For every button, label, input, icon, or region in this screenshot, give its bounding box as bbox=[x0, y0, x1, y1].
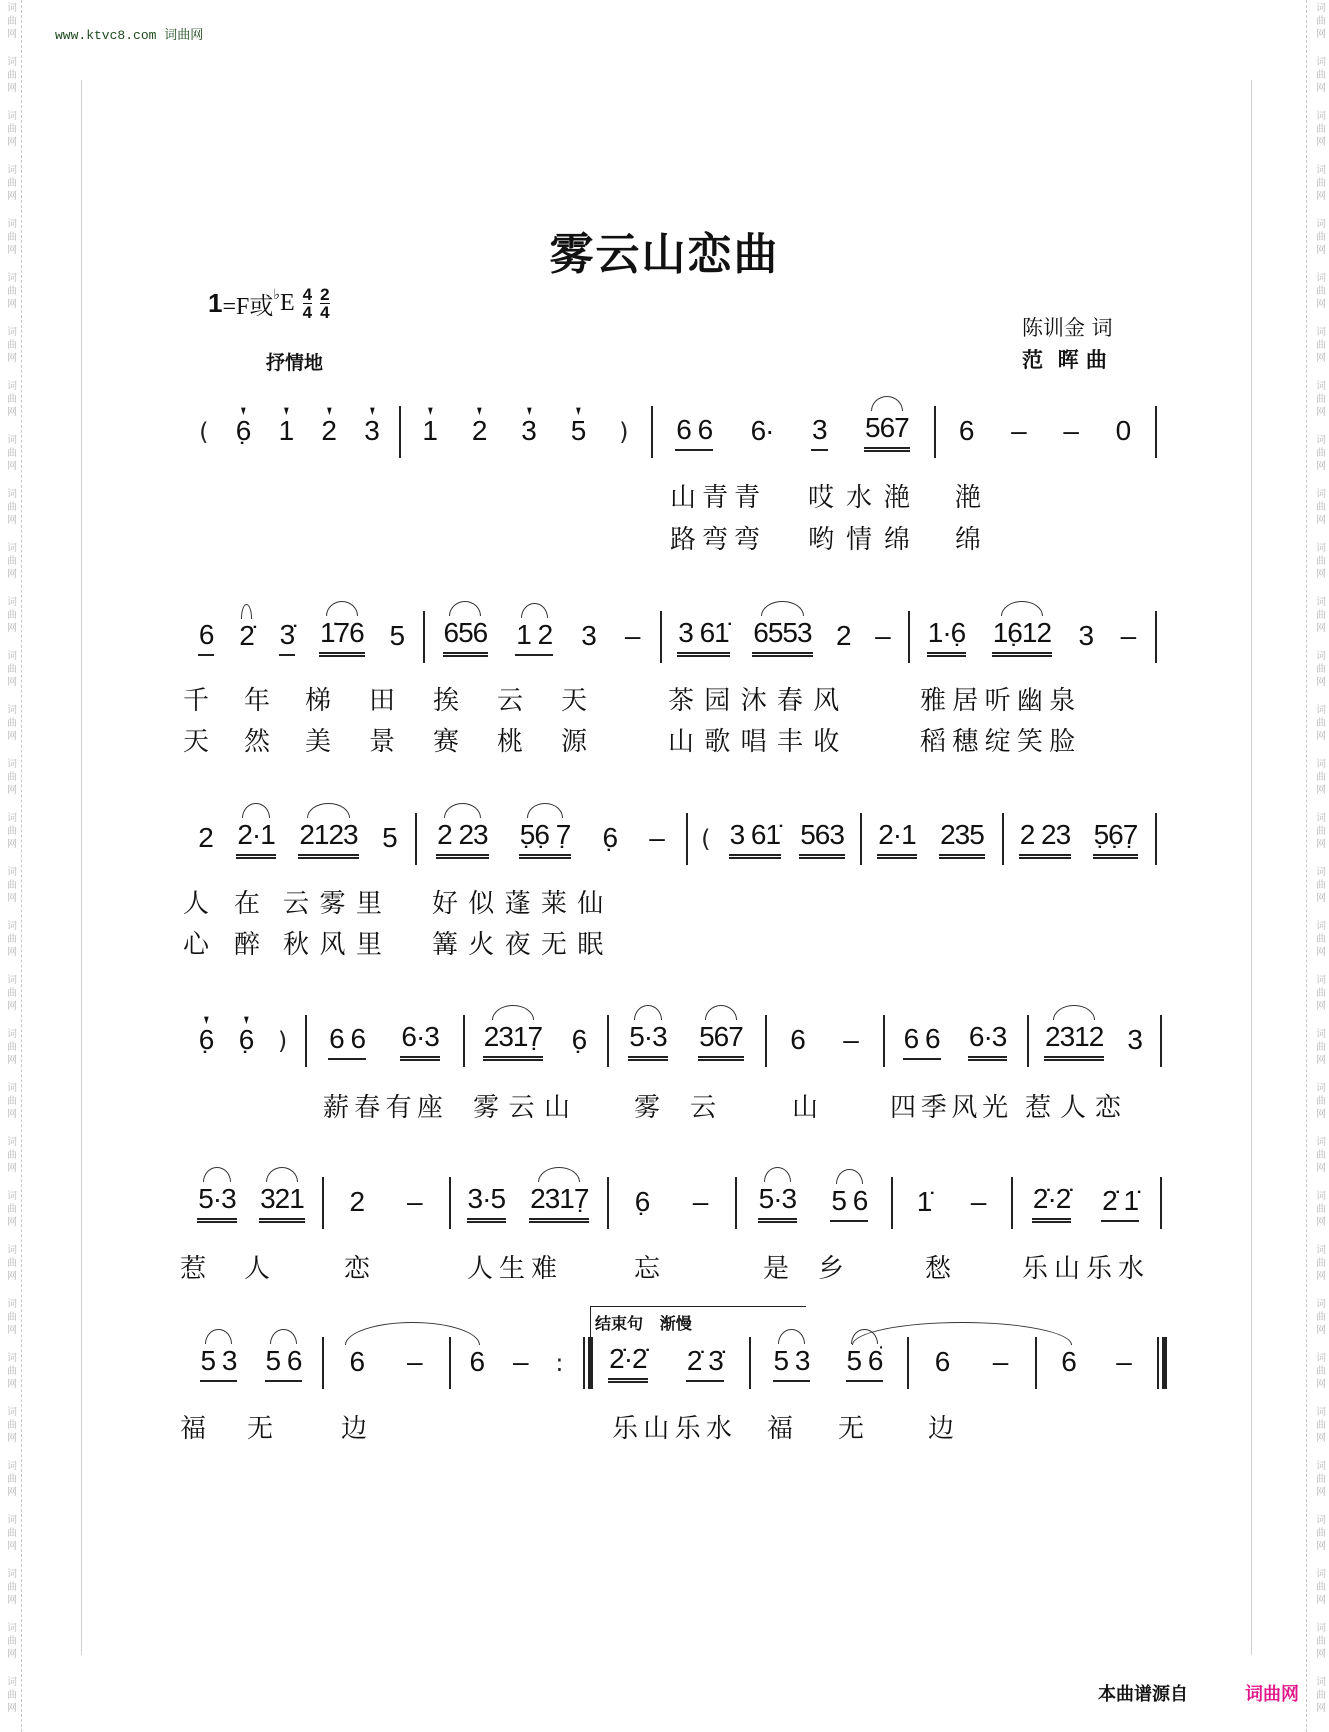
watermark-text: 词曲网 bbox=[4, 1676, 16, 1715]
note-group: ▼ 6̣ bbox=[198, 1024, 215, 1059]
watermark-text: 词曲网 bbox=[1313, 812, 1325, 851]
lyricist-credit: 陈训金 词 bbox=[1022, 316, 1113, 340]
note-group: – bbox=[992, 1345, 1008, 1377]
note-group: 2312 bbox=[1044, 1021, 1104, 1061]
note-group: 6·3 bbox=[400, 1021, 439, 1061]
note-group: 5̣6̣ 7̣ bbox=[519, 819, 572, 859]
lyric-segment: 无 bbox=[247, 1414, 274, 1444]
watermark-text: 词曲网 bbox=[1313, 1406, 1325, 1445]
lyric-segment: 千年 bbox=[183, 686, 306, 716]
note-group: 3 bbox=[1127, 1023, 1142, 1055]
note-group: 2317̣ bbox=[529, 1183, 589, 1223]
measure bbox=[1011, 1173, 1160, 1233]
final-barline bbox=[1162, 1337, 1167, 1389]
note-group: 6 6 bbox=[903, 1023, 941, 1060]
lyric-segment: 福 bbox=[180, 1414, 207, 1444]
note-group: ▼ 2 bbox=[320, 415, 337, 450]
tempo-marking: 抒情地 bbox=[266, 352, 324, 374]
measure bbox=[322, 1173, 449, 1233]
note-group: – bbox=[406, 1345, 422, 1377]
note-group: 5̣6̣7̣ bbox=[1093, 819, 1139, 859]
note-group: 3 bbox=[581, 619, 596, 651]
watermark-text: 词曲网 bbox=[1313, 218, 1325, 257]
watermark-text: 词曲网 bbox=[4, 1244, 16, 1283]
tie-arc bbox=[852, 1322, 1072, 1345]
watermark-text: 词曲网 bbox=[1313, 1514, 1325, 1553]
watermark-text: 词曲网 bbox=[1313, 110, 1325, 149]
note-group: – bbox=[692, 1185, 708, 1217]
watermark-text: 词曲网 bbox=[1313, 434, 1325, 473]
watermark-text: 词曲网 bbox=[1313, 974, 1325, 1013]
watermark-text: 词曲网 bbox=[4, 920, 16, 959]
note-group: 3 61̇ bbox=[729, 819, 782, 859]
note-group: 3 61̇ bbox=[677, 617, 730, 657]
key-alt: E bbox=[279, 290, 295, 316]
note-group: · 5 6 bbox=[846, 1345, 884, 1382]
measure bbox=[180, 607, 423, 667]
note-group: 6̣ bbox=[571, 1023, 587, 1055]
tie-arc bbox=[345, 1322, 480, 1345]
watermark-text: 词曲网 bbox=[4, 56, 16, 95]
note-group: 1̇ bbox=[916, 1185, 932, 1217]
note-group: 5 3 bbox=[773, 1345, 811, 1382]
watermark-text: 词曲网 bbox=[1313, 920, 1325, 959]
lyric-segment: 山 bbox=[792, 1093, 819, 1123]
note-group: 2̇·2̇ bbox=[1032, 1183, 1071, 1223]
watermark-text: 词曲网 bbox=[1313, 1676, 1325, 1715]
lyric-segment: 好似蓬莱仙 bbox=[432, 889, 614, 919]
note-group: – bbox=[512, 1345, 528, 1377]
note-group: – bbox=[1120, 619, 1136, 651]
note-group: 6 bbox=[1061, 1345, 1076, 1377]
watermark-text: 词曲网 bbox=[4, 1352, 16, 1391]
watermark-text: 词曲网 bbox=[4, 974, 16, 1013]
note-group: 3·5 bbox=[467, 1183, 506, 1223]
lyric-segment: 人在 bbox=[183, 889, 286, 919]
lyric-segment: 稻穗绽笑脸 bbox=[920, 727, 1082, 757]
lyric-segment: 四季风光 bbox=[890, 1093, 1013, 1123]
watermark-text: 词曲网 bbox=[1313, 650, 1325, 689]
watermark-text: 词曲网 bbox=[1313, 488, 1325, 527]
measure bbox=[305, 1011, 463, 1071]
lyric-segment: 云 bbox=[690, 1093, 717, 1123]
watermark-text: 词曲网 bbox=[4, 758, 16, 797]
measure bbox=[651, 402, 934, 462]
lyric-segment: 雾云山 bbox=[473, 1093, 580, 1123]
note-group: 5·3 bbox=[628, 1021, 667, 1061]
note-group: 563 bbox=[799, 819, 845, 859]
time-signature-2-4 bbox=[320, 286, 329, 321]
composer-credit: 范 晖 曲 bbox=[1022, 348, 1107, 372]
measure bbox=[180, 1333, 322, 1393]
note-group: ▼ 6̣ bbox=[235, 415, 252, 450]
note-group: – bbox=[649, 821, 664, 853]
footer-source-label: 本曲谱源自 bbox=[1098, 1684, 1188, 1705]
watermark-text: 词曲网 bbox=[1313, 326, 1325, 365]
barline bbox=[1155, 611, 1157, 663]
lyric-segment: 是 bbox=[763, 1254, 790, 1284]
close-paren: ) bbox=[619, 418, 629, 446]
note-group: – bbox=[970, 1185, 986, 1217]
lyric-segment: 乡 bbox=[818, 1254, 845, 1284]
lyric-segment: 雅居听幽泉 bbox=[920, 686, 1082, 716]
note-group: 3̇ bbox=[279, 619, 296, 656]
note-group: 6̣ bbox=[634, 1185, 650, 1217]
time-numerator: 2 bbox=[320, 285, 330, 304]
lyric-segment: 乐山乐水 bbox=[612, 1414, 738, 1444]
watermark-text: 词曲网 bbox=[4, 326, 16, 365]
measure bbox=[883, 1011, 1027, 1071]
barline bbox=[1155, 406, 1157, 458]
barline bbox=[1160, 1015, 1162, 1067]
flat-sign: ♭ bbox=[273, 288, 280, 303]
watermark-text: 词曲网 bbox=[4, 2, 16, 41]
watermark-text: 词曲网 bbox=[1313, 1568, 1325, 1607]
lyric-segment: 薪春有座 bbox=[323, 1093, 449, 1123]
note-group: 2̇ bbox=[238, 620, 255, 655]
watermark-text: 词曲网 bbox=[4, 542, 16, 581]
open-paren: ( bbox=[199, 418, 209, 446]
measure bbox=[180, 1173, 322, 1233]
barline bbox=[1155, 813, 1157, 865]
note-group: 5·3 bbox=[197, 1183, 236, 1223]
measure bbox=[180, 1011, 305, 1071]
note-group: 5 bbox=[389, 619, 405, 651]
note-group: – bbox=[875, 619, 890, 651]
watermark-text: 词曲网 bbox=[1313, 1244, 1325, 1283]
measure bbox=[860, 809, 1002, 869]
note-group: 2317̣ bbox=[483, 1021, 543, 1061]
measure bbox=[1027, 1011, 1160, 1071]
watermark-text: 词曲网 bbox=[1313, 704, 1325, 743]
watermark-text: 词曲网 bbox=[1313, 1028, 1325, 1067]
note-group: 2·1 bbox=[236, 819, 275, 859]
note-group: – bbox=[843, 1023, 858, 1055]
note-group: 0 bbox=[1115, 414, 1131, 446]
note-group: ▼ 6̣ bbox=[238, 1024, 255, 1059]
note-group: 6 bbox=[934, 1345, 950, 1377]
measure bbox=[686, 809, 860, 869]
watermark-text: 词曲网 bbox=[4, 380, 16, 419]
note-group: 5 6 bbox=[830, 1185, 868, 1222]
watermark-text: 词曲网 bbox=[4, 218, 16, 257]
note-group: 2̇ 3̇ bbox=[686, 1345, 724, 1382]
measure bbox=[180, 809, 415, 869]
measure bbox=[735, 1173, 891, 1233]
note-group: 6·3 bbox=[968, 1021, 1007, 1061]
note-group: 6 6 bbox=[328, 1023, 366, 1060]
watermark-text: 词曲网 bbox=[4, 272, 16, 311]
note-group: ▼ 3 bbox=[363, 415, 380, 450]
note-group: 5 bbox=[382, 821, 397, 853]
lyric-segment: 梯田挨云天 bbox=[305, 686, 626, 716]
note-group: 567 bbox=[864, 412, 910, 452]
lyric-segment: 忘 bbox=[634, 1254, 661, 1284]
measure bbox=[1002, 809, 1155, 869]
note-group: 5·3 bbox=[758, 1183, 797, 1223]
watermark-text: 词曲网 bbox=[4, 650, 16, 689]
key-tonic: 1 bbox=[208, 288, 223, 318]
note-group: – bbox=[1011, 414, 1026, 446]
lyric-segment: 秋风里 bbox=[283, 930, 393, 960]
note-group: 6 bbox=[349, 1345, 365, 1377]
lyric-segment: 恋 bbox=[344, 1254, 371, 1284]
measure bbox=[765, 1011, 883, 1071]
watermark-text: 词曲网 bbox=[1313, 164, 1325, 203]
note-group: 656 bbox=[443, 617, 489, 657]
lyric-segment: 乐山乐水 bbox=[1022, 1254, 1151, 1284]
watermark-text: 词曲网 bbox=[4, 1622, 16, 1661]
watermark-text: 词曲网 bbox=[1313, 2, 1325, 41]
lyric-segment: 边 bbox=[928, 1414, 955, 1444]
lyric-segment: 惹 bbox=[180, 1254, 207, 1284]
lyric-segment: 惹人恋 bbox=[1025, 1093, 1131, 1123]
lyric-segment: 心醉 bbox=[183, 930, 286, 960]
note-group: 2 bbox=[836, 619, 851, 651]
key-signature bbox=[208, 286, 330, 321]
watermark-text: 词曲网 bbox=[4, 866, 16, 905]
watermark-text: 词曲网 bbox=[1313, 1082, 1325, 1121]
lyric-segment: 人 bbox=[244, 1254, 271, 1284]
note-group: 6̣ bbox=[602, 821, 618, 853]
note-group: – bbox=[1063, 414, 1078, 446]
measure bbox=[415, 809, 686, 869]
measure bbox=[180, 402, 399, 462]
watermark-text: 词曲网 bbox=[1313, 542, 1325, 581]
note-group: 6 bbox=[469, 1345, 485, 1377]
watermark-text: 词曲网 bbox=[4, 164, 16, 203]
watermark-text: 词曲网 bbox=[1313, 56, 1325, 95]
watermark-text: 词曲网 bbox=[1313, 1190, 1325, 1229]
note-group: 6553 bbox=[752, 617, 812, 657]
watermark-text: 词曲网 bbox=[4, 1298, 16, 1337]
lyric-segment: 茶园沐春风 bbox=[668, 686, 850, 716]
watermark-text: 词曲网 bbox=[1313, 596, 1325, 635]
lyric-segment: 山歌唱丰收 bbox=[668, 727, 850, 757]
note-group: 2 23 bbox=[436, 819, 489, 859]
watermark-text: 词曲网 bbox=[4, 596, 16, 635]
close-paren: ) bbox=[277, 1027, 288, 1055]
note-group: 2 bbox=[349, 1185, 365, 1217]
watermark-text: 词曲网 bbox=[4, 1406, 16, 1445]
time-denominator: 4 bbox=[302, 303, 313, 322]
note-group: – bbox=[624, 619, 640, 651]
note-group: 6 bbox=[790, 1023, 805, 1055]
note-group: 3 bbox=[811, 414, 828, 451]
watermark-text: 词曲网 bbox=[1313, 1136, 1325, 1175]
note-group: 6 bbox=[198, 619, 215, 656]
lyric-segment: 山青青 bbox=[670, 483, 767, 513]
note-group: ▼ 5 bbox=[570, 415, 587, 450]
lyric-segment: 路弯弯 bbox=[670, 525, 767, 555]
time-numerator: 4 bbox=[302, 285, 313, 304]
measure bbox=[399, 402, 651, 462]
lyric-segment: 篝火夜无眠 bbox=[432, 930, 614, 960]
lyric-segment: 美景赛桃源 bbox=[305, 727, 626, 757]
measure bbox=[607, 1011, 765, 1071]
close-paren: : bbox=[555, 1349, 564, 1377]
watermark-text: 词曲网 bbox=[4, 1082, 16, 1121]
open-paren: ( bbox=[701, 825, 711, 853]
key-text: =F或 bbox=[222, 294, 274, 320]
watermark-text: 词曲网 bbox=[1313, 758, 1325, 797]
watermark-text: 词曲网 bbox=[1313, 1298, 1325, 1337]
watermark-text: 词曲网 bbox=[4, 812, 16, 851]
lyric-segment: 天然 bbox=[183, 727, 306, 757]
watermark-text: 词曲网 bbox=[4, 704, 16, 743]
measure bbox=[583, 1333, 749, 1393]
watermark-text: 词曲网 bbox=[4, 1568, 16, 1607]
watermark-text: 词曲网 bbox=[1313, 380, 1325, 419]
note-group: 2 23 bbox=[1019, 819, 1072, 859]
note-group: 2123 bbox=[298, 819, 358, 859]
measure bbox=[891, 1173, 1011, 1233]
measure bbox=[908, 607, 1155, 667]
song-title: 雾云山恋曲 bbox=[549, 229, 780, 280]
note-group: 5 3 bbox=[200, 1345, 238, 1382]
note-group: 6 bbox=[958, 414, 974, 446]
watermark-text: 词曲网 bbox=[4, 110, 16, 149]
note-group: 1 2 bbox=[515, 619, 553, 656]
footer-brand-link[interactable]: 词曲网 bbox=[1245, 1684, 1299, 1705]
note-group: 16̣12 bbox=[992, 617, 1052, 657]
watermark-text: 词曲网 bbox=[4, 434, 16, 473]
ending-label: 结束句 渐慢 bbox=[595, 1314, 692, 1333]
watermark-text: 词曲网 bbox=[4, 1028, 16, 1067]
note-group: 6 6 bbox=[675, 414, 713, 451]
note-group: 6· bbox=[750, 414, 774, 446]
watermark-text: 词曲网 bbox=[1313, 272, 1325, 311]
note-group: ▼ 2 bbox=[471, 415, 488, 450]
watermark-text: 词曲网 bbox=[4, 1514, 16, 1553]
lyric-segment: 绵 bbox=[955, 525, 982, 555]
watermark-text: 词曲网 bbox=[1313, 1352, 1325, 1391]
right-frame-line bbox=[1251, 80, 1252, 1655]
note-group: 3 bbox=[1078, 619, 1094, 651]
measure bbox=[660, 607, 908, 667]
note-group: 5 6 bbox=[265, 1345, 303, 1382]
barline bbox=[1157, 1337, 1159, 1389]
lyric-segment: 愁 bbox=[925, 1254, 952, 1284]
watermark-text: 词曲网 bbox=[4, 488, 16, 527]
watermark-text: 词曲网 bbox=[1313, 1622, 1325, 1661]
note-group: – bbox=[1116, 1345, 1131, 1377]
left-frame-line bbox=[81, 80, 82, 1655]
lyric-segment: 边 bbox=[341, 1414, 368, 1444]
site-header[interactable]: www.ktvc8.com 词曲网 bbox=[55, 28, 204, 43]
lyric-segment: 云雾里 bbox=[283, 889, 393, 919]
lyric-segment: 滟 bbox=[955, 483, 982, 513]
barline bbox=[1160, 1177, 1162, 1229]
note-group: 1̇76 bbox=[319, 617, 365, 657]
watermark-text: 词曲网 bbox=[4, 1460, 16, 1499]
watermark-text: 词曲网 bbox=[4, 1190, 16, 1229]
note-group: 2 bbox=[198, 821, 213, 853]
lyric-segment: 人生难 bbox=[467, 1254, 564, 1284]
note-group: 567 bbox=[698, 1021, 744, 1061]
measure bbox=[423, 607, 660, 667]
watermark-text: 词曲网 bbox=[4, 1136, 16, 1175]
lyric-segment: 雾 bbox=[634, 1093, 661, 1123]
note-group: 321 bbox=[259, 1183, 305, 1223]
measure bbox=[934, 402, 1155, 462]
lyric-segment: 无 bbox=[838, 1414, 865, 1444]
note-group: 2̇ 1̇ bbox=[1101, 1185, 1139, 1222]
note-group: – bbox=[406, 1185, 422, 1217]
note-group: 1·6̣ bbox=[927, 617, 966, 657]
watermark-text: 词曲网 bbox=[1313, 1460, 1325, 1499]
note-group: 2̇·2̇ bbox=[608, 1343, 647, 1383]
time-signature-4-4 bbox=[303, 286, 312, 321]
measure bbox=[463, 1011, 607, 1071]
watermark-text: 词曲网 bbox=[1313, 866, 1325, 905]
note-group: 235 bbox=[939, 819, 985, 859]
note-group: ▼ 1 bbox=[278, 415, 295, 450]
measure bbox=[449, 1173, 607, 1233]
lyric-segment: 福 bbox=[767, 1414, 794, 1444]
lyric-segment: 哟情绵 bbox=[808, 525, 923, 555]
note-group: ▼ 1 bbox=[421, 415, 438, 450]
measure bbox=[607, 1173, 735, 1233]
lyric-segment: 哎水滟 bbox=[808, 483, 923, 513]
note-group: ▼ 3 bbox=[520, 415, 537, 450]
note-group: 2·1 bbox=[877, 819, 916, 859]
time-denominator: 4 bbox=[320, 303, 330, 322]
